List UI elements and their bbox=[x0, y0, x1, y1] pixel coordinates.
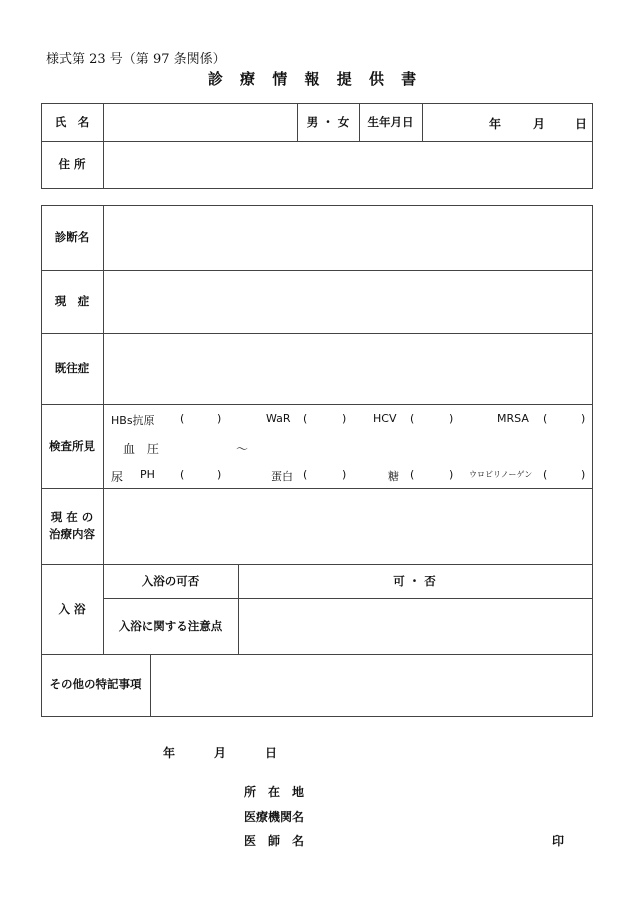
paren-open: ( bbox=[543, 412, 548, 425]
tilde: ～ bbox=[236, 442, 249, 456]
symptoms-field[interactable] bbox=[104, 271, 590, 332]
paren-open: ( bbox=[410, 412, 415, 425]
other-notes-label: その他の特記事項 bbox=[49, 677, 142, 692]
paren-open: ( bbox=[303, 412, 308, 425]
birth-year-label: 年 bbox=[489, 117, 502, 131]
sugar-label: 糖 bbox=[388, 470, 399, 483]
issue-year-label: 年 bbox=[163, 746, 176, 760]
address-field[interactable] bbox=[104, 142, 590, 187]
issue-month-label: 月 bbox=[214, 746, 227, 760]
facility-name-label: 医療機関名 bbox=[244, 810, 305, 824]
blood-pressure-label: 血 圧 bbox=[123, 442, 160, 456]
address-label: 住 所 bbox=[58, 157, 86, 172]
diagnosis-field[interactable] bbox=[104, 206, 590, 269]
ph-label: PH bbox=[140, 468, 155, 481]
bathing-allowed-label: 入浴の可否 bbox=[141, 573, 200, 588]
other-notes-field[interactable] bbox=[151, 655, 590, 714]
form-number: 様式第 23 号（第 97 条関係） bbox=[46, 52, 226, 67]
urobilinogen-label: ウロビリノーゲン bbox=[469, 470, 533, 479]
birth-day-label: 日 bbox=[575, 117, 588, 131]
war-label: WaR bbox=[266, 412, 291, 425]
seal-mark: 印 bbox=[552, 834, 565, 848]
paren-close: ) bbox=[449, 468, 454, 481]
paren-close: ) bbox=[342, 468, 347, 481]
bathing-notes-label: 入浴に関する注意点 bbox=[118, 618, 223, 633]
sex-selector[interactable]: 男 ・ 女 bbox=[306, 114, 350, 129]
exam-label: 検査所見 bbox=[49, 438, 95, 453]
current-treatment-label-line1: 現 在 の bbox=[50, 510, 94, 525]
document-title: 診 療 情 報 提 供 書 bbox=[207, 70, 423, 88]
paren-close: ) bbox=[449, 412, 454, 425]
issue-day-label: 日 bbox=[265, 746, 278, 760]
paren-close: ) bbox=[342, 412, 347, 425]
hbs-antigen-label: HBs抗原 bbox=[111, 414, 155, 427]
current-treatment-field[interactable] bbox=[104, 489, 590, 563]
name-label: 氏 名 bbox=[54, 114, 90, 129]
protein-label: 蛋白 bbox=[271, 470, 293, 483]
paren-close: ) bbox=[581, 468, 586, 481]
paren-close: ) bbox=[217, 468, 222, 481]
birthdate-label: 生年月日 bbox=[367, 114, 414, 129]
name-field[interactable] bbox=[104, 104, 296, 141]
bathing-label: 入 浴 bbox=[58, 601, 86, 616]
bathing-allowed-selector[interactable]: 可 ・ 否 bbox=[393, 573, 436, 588]
location-label: 所 在 地 bbox=[244, 785, 305, 799]
birth-month-label: 月 bbox=[533, 117, 546, 131]
paren-open: ( bbox=[303, 468, 308, 481]
current-treatment-label bbox=[41, 488, 103, 564]
symptoms-label: 現 症 bbox=[54, 294, 90, 309]
paren-close: ) bbox=[217, 412, 222, 425]
history-field[interactable] bbox=[104, 334, 590, 403]
history-label: 既往症 bbox=[54, 361, 90, 376]
paren-open: ( bbox=[180, 468, 185, 481]
current-treatment-label-line2: 治療内容 bbox=[49, 527, 95, 541]
doctor-name-label: 医 師 名 bbox=[244, 834, 305, 848]
paren-open: ( bbox=[410, 468, 415, 481]
paren-open: ( bbox=[543, 468, 548, 481]
urine-label: 尿 bbox=[111, 470, 124, 484]
diagnosis-label: 診断名 bbox=[54, 230, 90, 245]
paren-close: ) bbox=[581, 412, 586, 425]
hcv-label: HCV bbox=[373, 412, 397, 425]
paren-open: ( bbox=[180, 412, 185, 425]
mrsa-label: MRSA bbox=[497, 412, 529, 425]
bathing-notes-field[interactable] bbox=[239, 599, 590, 653]
